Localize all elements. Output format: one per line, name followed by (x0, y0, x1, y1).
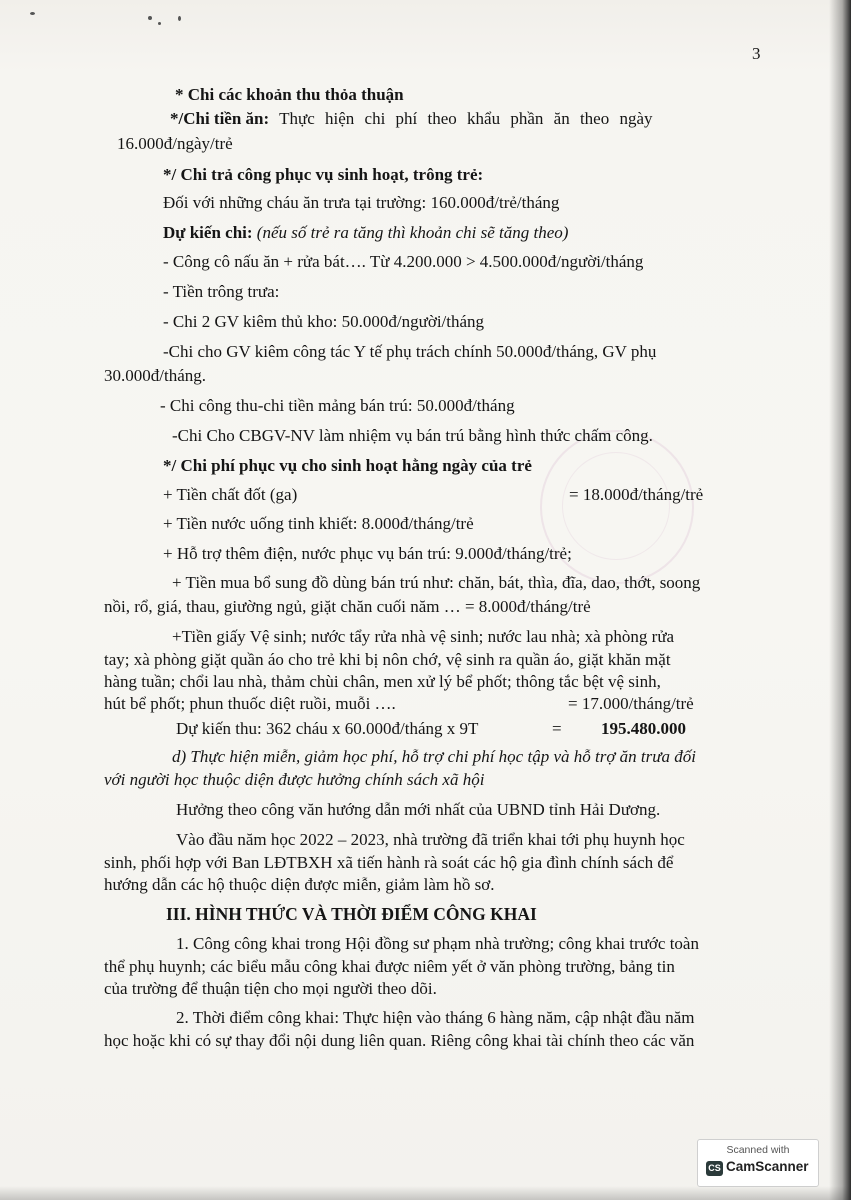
supplies-line-1: + Tiền mua bổ sung đồ dùng bán trú như: chăn, bát, thìa, đĩa, dao, thớt, soong (172, 573, 701, 592)
health-staff-value: 30.000đ/tháng. (104, 366, 206, 385)
hygiene-line-2: tay; xà phòng giặt quần áo cho trẻ khi bị nôn chớ, vệ sinh ra quần áo, giặt khăn mặt (104, 650, 671, 669)
scan-speck (178, 16, 181, 21)
heading-agreed-fees: * Chi các khoản thu thỏa thuận (175, 85, 404, 104)
disclosure-1-line-3: của trường để thuận tiện cho mọi người theo dõi. (104, 979, 437, 998)
storekeeper-line: - Chi 2 GV kiêm thủ kho: 50.000đ/người/tháng (163, 312, 485, 331)
planned-spending-line (163, 222, 568, 244)
meal-cost-value: 16.000đ/ngày/trẻ (117, 134, 233, 153)
noon-care-line: - Tiền trông trưa: (163, 282, 280, 301)
cook-wage-line: - Công cô nấu ăn + rửa bát…. Từ 4.200.000 > 4.500.000đ/người/tháng (163, 252, 644, 271)
school-year-line-3: hướng dẫn các hộ thuộc diện được miễn, giảm làm hồ sơ. (104, 875, 495, 894)
gas-cost-value: = 18.000đ/tháng/trẻ (569, 485, 704, 504)
meal-cost-line (170, 108, 653, 130)
heading-daily-costs: */ Chi phí phục vụ cho sinh hoạt hằng ngày của trẻ (163, 456, 532, 475)
meal-cost-label: */Chi tiền ăn: (170, 109, 270, 128)
lunch-fee-line: Đối với những cháu ăn trưa tại trường: 160.000đ/trẻ/tháng (163, 193, 560, 212)
scan-speck (30, 12, 35, 15)
hygiene-line-4: hút bể phốt; phun thuốc diệt ruồi, muỗi …. (104, 694, 396, 713)
exemption-guidance-line: Hưởng theo công văn hướng dẫn mới nhất của UBND tỉnh Hải Dương. (176, 800, 661, 819)
scan-bottom-edge (0, 1186, 851, 1200)
section-iii-heading: III. HÌNH THỨC VÀ THỜI ĐIỂM CÔNG KHAI (166, 904, 537, 924)
disclosure-2-line-1: 2. Thời điểm công khai: Thực hiện vào tháng 6 hàng năm, cập nhật đầu năm (176, 1008, 695, 1027)
school-year-line-2: sinh, phối hợp với Ban LĐTBXH xã tiến hành rà soát các hộ gia đình chính sách để (104, 853, 674, 872)
hygiene-line-1: +Tiền giấy Vệ sinh; nước tẩy rửa nhà vệ sinh; nước lau nhà; xà phòng rửa (172, 627, 675, 646)
camscanner-watermark (697, 1139, 819, 1187)
planned-spending-label: Dự kiến chi: (163, 223, 253, 242)
supplies-line-2: nồi, rổ, giá, thau, giường ngủ, giặt chăn cuối năm … = 8.000đ/tháng/trẻ (104, 597, 591, 616)
disclosure-1-line-1: 1. Công công khai trong Hội đồng sư phạm nhà trường; công khai trước toàn (176, 934, 699, 953)
school-year-line-1: Vào đầu năm học 2022 – 2023, nhà trường đã triển khai tới phụ huynh học (176, 830, 685, 849)
scan-right-edge (829, 0, 851, 1200)
scan-speck (158, 22, 161, 25)
exemption-heading-2: với người học thuộc diện được hưởng chính sách xã hội (104, 770, 485, 789)
gas-cost-label: + Tiền chất đốt (ga) (163, 485, 298, 504)
disclosure-2-line-2: học hoặc khi có sự thay đổi nội dung liên quan. Riêng công khai tài chính theo các văn (104, 1031, 695, 1050)
scan-speck (148, 16, 152, 20)
water-cost-line: + Tiền nước uống tinh khiết: 8.000đ/tháng/trẻ (163, 514, 474, 533)
accounting-line: - Chi công thu-chi tiền mảng bán trú: 50.000đ/tháng (160, 396, 515, 415)
exemption-heading-1: d) Thực hiện miễn, giảm học phí, hỗ trợ chi phí học tập và hỗ trợ ăn trưa đối (172, 747, 696, 766)
hygiene-cost-value: = 17.000/tháng/trẻ (568, 694, 694, 713)
health-staff-line: -Chi cho GV kiêm công tác Y tế phụ trách chính 50.000đ/tháng, GV phụ (163, 342, 657, 361)
planned-spending-note: (nếu số trẻ ra tăng thì khoản chi sẽ tăng theo) (256, 223, 569, 242)
heading-care-service: */ Chi trả công phục vụ sinh hoạt, trông trẻ: (163, 165, 484, 184)
camscanner-logo-icon: CS (706, 1161, 723, 1176)
timesheet-line: -Chi Cho CBGV-NV làm nhiệm vụ bán trú bằng hình thức chấm công. (172, 426, 653, 445)
watermark-caption: Scanned with (726, 1144, 790, 1156)
disclosure-1-line-2: thể phụ huynh; các biểu mẫu công khai được niêm yết ở văn phòng trường, bảng tin (104, 957, 675, 976)
expected-revenue-label: Dự kiến thu: 362 cháu x 60.000đ/tháng x 9T (176, 719, 479, 738)
expected-revenue-total: 195.480.000 (601, 719, 686, 738)
expected-revenue-equals: = (552, 719, 562, 738)
watermark-brand: CamScanner (726, 1159, 809, 1174)
page-number: 3 (752, 44, 761, 63)
hygiene-line-3: hàng tuần; chổi lau nhà, thảm chùi chân, men xử lý bể phốt; thông tắc bệt vệ sinh, (104, 672, 661, 691)
electricity-cost-line: + Hỗ trợ thêm điện, nước phục vụ bán trú: 9.000đ/tháng/trẻ; (163, 544, 572, 563)
meal-cost-text: Thực hiện chi phí theo khẩu phần ăn theo ngày (269, 109, 653, 128)
